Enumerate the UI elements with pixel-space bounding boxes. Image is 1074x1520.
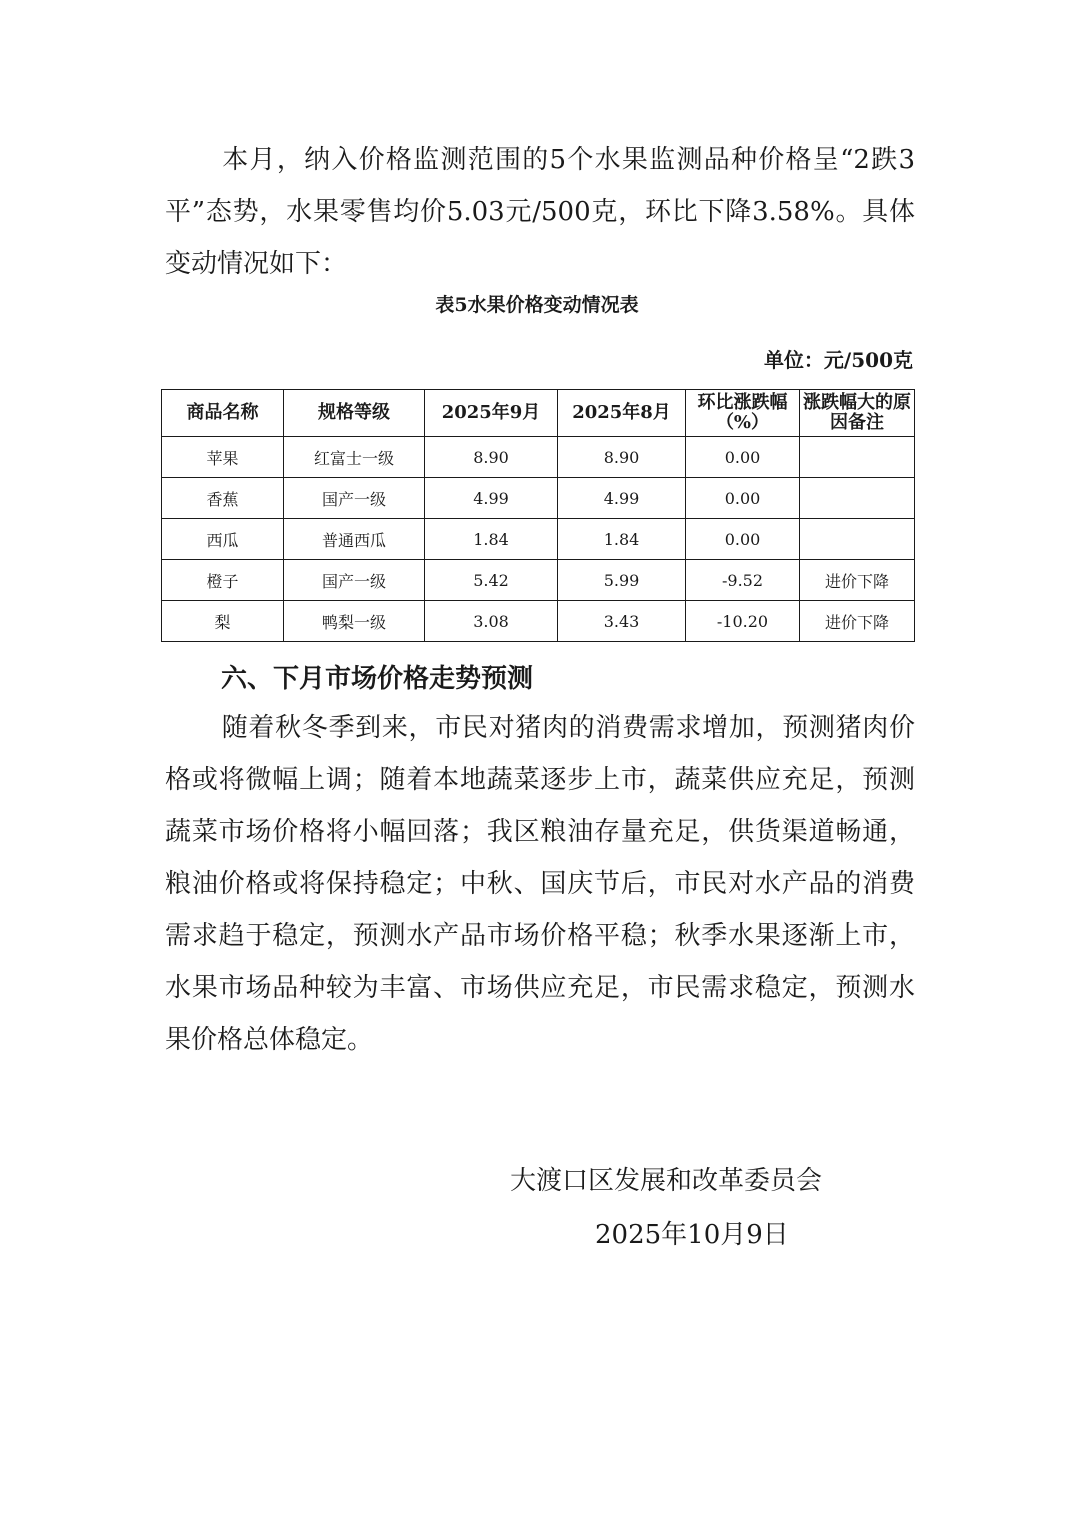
forecast-text: 随着秋冬季到来，市民对猪肉的消费需求增加，预测猪肉价格或将微幅上调；随着本地蔬菜逐步上市，蔬菜供应充足，预测蔬菜市场价格将小幅回落；我区粮油存量充足，供货渠道畅通，粮油价格或将保持稳定；中秋、国庆节后，市民对水产品的消费需求趋于稳定，预测水产品市场价格平稳；秋季水果逐渐上市，水果市场品种较为丰富、市场供应充足，市民需求稳定，预测水果价格总体稳定。 [165, 713, 915, 1055]
cell-sep: 1.84 [425, 519, 558, 560]
cell-product: 苹果 [162, 437, 284, 478]
cell-aug: 8.90 [558, 437, 686, 478]
cell-sep: 3.08 [425, 601, 558, 642]
cell-change: 0.00 [686, 478, 800, 519]
cell-note [800, 437, 915, 478]
cell-sep: 4.99 [425, 478, 558, 519]
intro-text: 本月，纳入价格监测范围的5个水果监测品种价格呈“2跌3平”态势，水果零售均价5.03元/500克，环比下降3.58%。具体变动情况如下： [165, 145, 915, 279]
cell-note [800, 519, 915, 560]
cell-product: 香蕉 [162, 478, 284, 519]
fruit-price-table [161, 389, 915, 642]
signature-org: 大渡口区发展和改革委员会 [510, 1166, 823, 1196]
table-header-row [162, 390, 915, 437]
cell-change: 0.00 [686, 519, 800, 560]
cell-product: 西瓜 [162, 519, 284, 560]
cell-spec: 红富士一级 [284, 437, 425, 478]
cell-spec: 普通西瓜 [284, 519, 425, 560]
cell-product: 梨 [162, 601, 284, 642]
table-unit: 单位：元/500克 [763, 348, 913, 372]
cell-aug: 3.43 [558, 601, 686, 642]
cell-note [800, 478, 915, 519]
cell-note: 进价下降 [800, 560, 915, 601]
header-aug-2025: 2025年8月 [558, 390, 686, 437]
cell-change: -9.52 [686, 560, 800, 601]
table-row [162, 478, 915, 519]
cell-note: 进价下降 [800, 601, 915, 642]
section-heading: 六、下月市场价格走势预测 [221, 664, 534, 694]
cell-spec: 国产一级 [284, 478, 425, 519]
cell-aug: 5.99 [558, 560, 686, 601]
table-row [162, 560, 915, 601]
table-title: 表5水果价格变动情况表 [435, 294, 639, 316]
table-row [162, 437, 915, 478]
cell-sep: 8.90 [425, 437, 558, 478]
header-reason-note: 涨跌幅大的原因备注 [800, 390, 915, 437]
header-spec-grade: 规格等级 [284, 390, 425, 437]
table-row [162, 519, 915, 560]
cell-sep: 5.42 [425, 560, 558, 601]
header-product-name: 商品名称 [162, 390, 284, 437]
cell-spec: 国产一级 [284, 560, 425, 601]
header-mom-change: 环比涨跌幅（%） [686, 390, 800, 437]
cell-spec: 鸭梨一级 [284, 601, 425, 642]
signature-date: 2025年10月9日 [595, 1220, 789, 1250]
cell-aug: 4.99 [558, 478, 686, 519]
cell-change: 0.00 [686, 437, 800, 478]
table-row [162, 601, 915, 642]
cell-product: 橙子 [162, 560, 284, 601]
cell-change: -10.20 [686, 601, 800, 642]
forecast-paragraph [165, 702, 915, 1066]
header-sep-2025: 2025年9月 [425, 390, 558, 437]
intro-paragraph [165, 134, 915, 290]
cell-aug: 1.84 [558, 519, 686, 560]
